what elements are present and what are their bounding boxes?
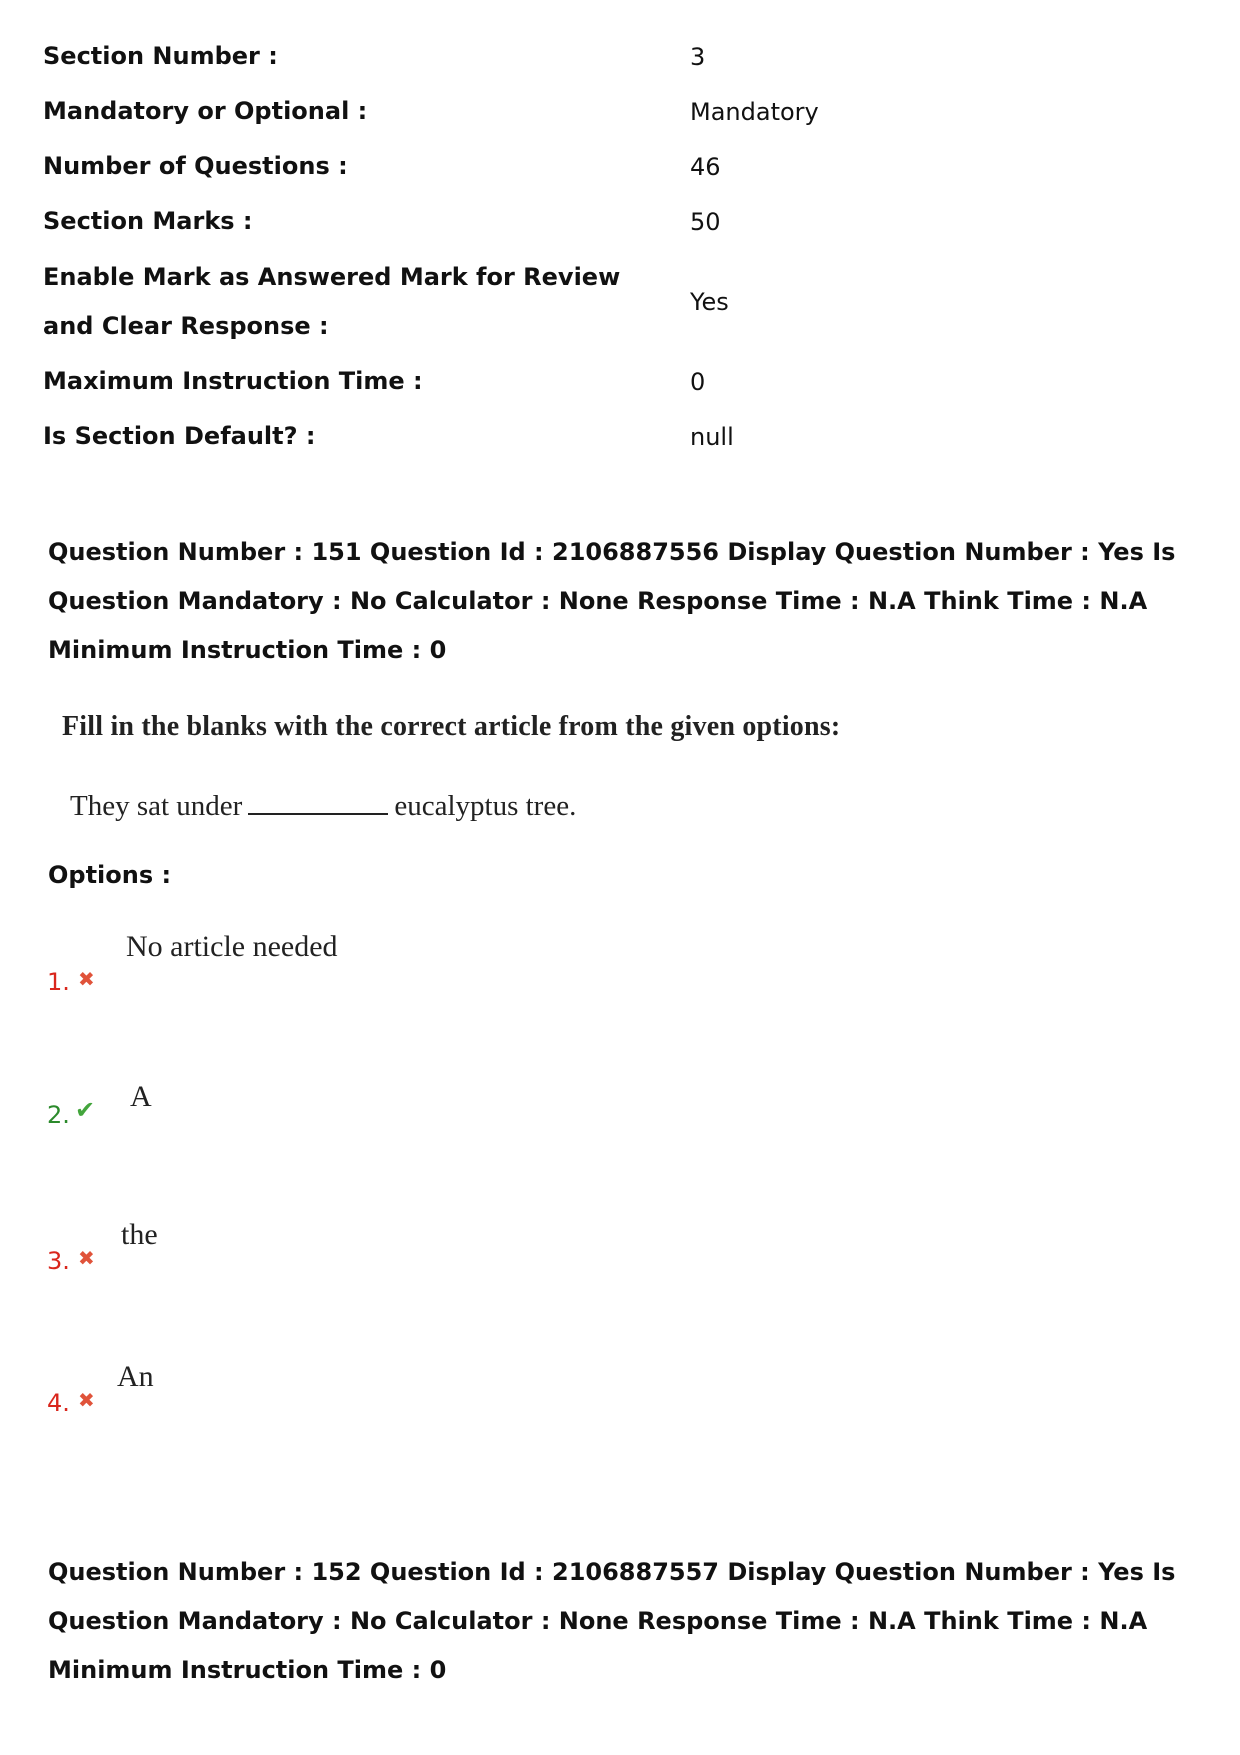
sentence-before: They sat under (70, 790, 243, 822)
section-number-value: 3 (690, 43, 706, 71)
question-151-header: Question Number : 151 Question Id : 2106887556 Display Question Number : Yes Is Question Mandatory : No Calculator : None Response Time : N.A Think Time : N.A Minimum Instruction Time : 0 (48, 538, 1176, 664)
enable-mark-value: Yes (690, 288, 729, 316)
options-label: Options : (48, 861, 172, 889)
is-section-default-value: null (690, 423, 734, 451)
mandatory-optional-value: Mandatory (690, 98, 819, 126)
option-text: A (130, 1080, 152, 1113)
option-text: the (121, 1218, 158, 1251)
cross-icon: ✖ (78, 967, 95, 991)
max-instruction-time-label: Maximum Instruction Time : (43, 367, 423, 395)
enable-mark-label: Enable Mark as Answered Mark for Review and Clear Response : (43, 263, 621, 340)
check-icon: ✔ (75, 1096, 96, 1124)
option-text: No article needed (126, 930, 338, 963)
question-152-header: Question Number : 152 Question Id : 2106887557 Display Question Number : Yes Is Question Mandatory : No Calculator : None Response Time : N.A Think Time : N.A Minimum Instruction Time : 0 (48, 1558, 1176, 1684)
number-of-questions-value: 46 (690, 153, 721, 181)
option-number: 3. (47, 1247, 70, 1275)
option-number: 2. (47, 1101, 70, 1129)
cross-icon: ✖ (78, 1388, 95, 1412)
number-of-questions-label: Number of Questions : (43, 152, 348, 180)
section-marks-label: Section Marks : (43, 207, 253, 235)
question-sentence (70, 790, 576, 823)
sentence-after: eucalyptus tree. (394, 790, 577, 822)
option-number: 4. (47, 1389, 70, 1417)
option-text: An (117, 1360, 154, 1393)
cross-icon: ✖ (78, 1246, 95, 1270)
question-title: Fill in the blanks with the correct article from the given options: (62, 711, 841, 742)
section-marks-value: 50 (690, 208, 721, 236)
is-section-default-label: Is Section Default? : (43, 422, 316, 450)
mandatory-optional-label: Mandatory or Optional : (43, 97, 368, 125)
answer-blank (248, 791, 388, 815)
section-number-label: Section Number : (43, 42, 278, 70)
option-number: 1. (47, 968, 70, 996)
max-instruction-time-value: 0 (690, 368, 706, 396)
